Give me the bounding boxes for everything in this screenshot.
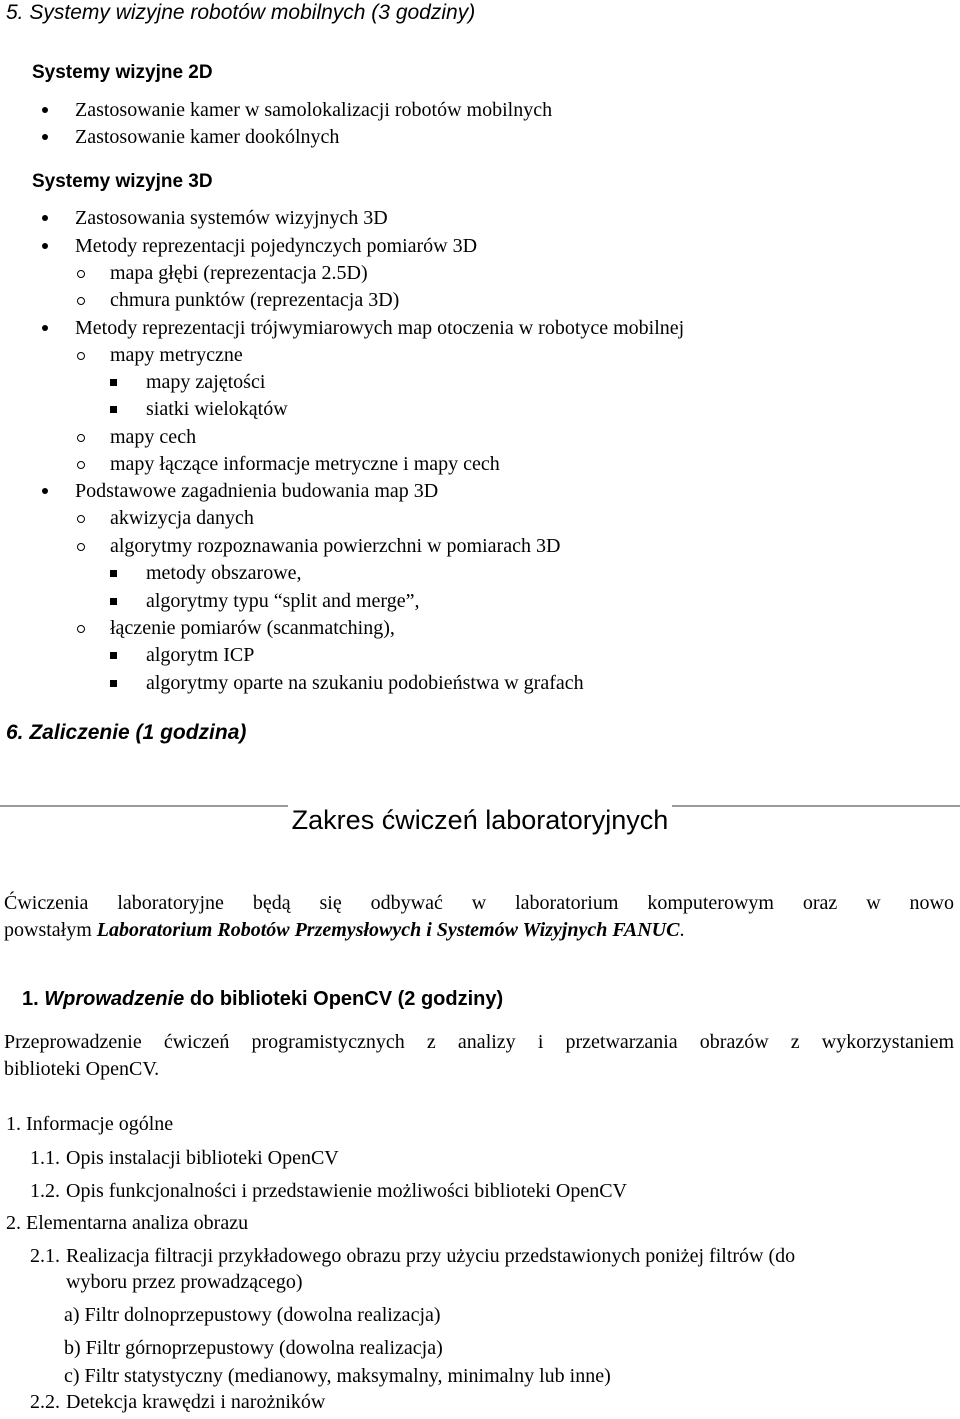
outline-number: 2.1. — [30, 1245, 60, 1267]
list-item: algorytm ICP — [146, 644, 255, 666]
bullet-circle-icon — [77, 625, 85, 633]
list-item: algorytmy oparte na szukaniu podobieństwa w grafach — [146, 672, 584, 694]
intro-line-2 — [4, 917, 954, 944]
outline-number: 1. — [6, 1113, 21, 1135]
bullet-circle-icon — [77, 461, 85, 469]
bullet-dot-icon — [42, 107, 48, 113]
list-item: łączenie pomiarów (scanmatching), — [110, 617, 395, 639]
list-item: Metody reprezentacji trójwymiarowych map otoczenia w robotyce mobilnej — [75, 317, 685, 339]
bullet-circle-icon — [77, 515, 85, 523]
bullet-square-icon — [110, 570, 117, 577]
subheading-3d: Systemy wizyjne 3D — [32, 171, 213, 192]
lab-section-1-desc-line-1: Przeprowadzenie ćwiczeń programistycznych z analizy i przetwarzania obrazów z wykorzystaniem — [4, 1031, 954, 1053]
intro-line-1: Ćwiczenia laboratoryjne będą się odbywać w laboratorium komputerowym oraz w nowo — [4, 892, 954, 914]
list-item: Podstawowe zagadnienia budowania map 3D — [75, 480, 439, 502]
outline-item: Detekcja krawędzi i narożników — [66, 1391, 326, 1413]
outline-item: Realizacja filtracji przykładowego obrazu przy użyciu przedstawionych poniżej filtrów (do — [66, 1245, 796, 1267]
list-item: siatki wielokątów — [146, 398, 288, 420]
list-item: Zastosowania systemów wizyjnych 3D — [75, 207, 388, 229]
section-5-heading: 5. Systemy wizyjne robotów mobilnych (3 godziny) — [6, 1, 476, 24]
lab-section-1-heading — [22, 987, 503, 1011]
subheading-2d: Systemy wizyjne 2D — [32, 62, 213, 83]
bullet-circle-icon — [77, 297, 85, 305]
bullet-dot-icon — [42, 243, 48, 249]
list-item: algorytmy rozpoznawania powierzchni w pomiarach 3D — [110, 535, 561, 557]
bullet-square-icon — [110, 406, 117, 413]
bullet-square-icon — [110, 379, 117, 386]
list-item: mapy cech — [110, 426, 197, 448]
outline-item: Opis funkcjonalności i przedstawienie możliwości biblioteki OpenCV — [66, 1180, 627, 1202]
outline-number: 2. — [6, 1212, 21, 1234]
outline-number: 1.1. — [30, 1147, 60, 1169]
list-item: Metody reprezentacji pojedynczych pomiarów 3D — [75, 235, 478, 257]
list-item: metody obszarowe, — [146, 562, 302, 584]
intro-suffix: . — [679, 919, 685, 941]
list-item: mapy łączące informacje metryczne i mapy cech — [110, 453, 500, 475]
list-item: Zastosowanie kamer dookólnych — [75, 126, 340, 148]
list-item: algorytmy typu “split and merge”, — [146, 590, 420, 612]
lab-heading-text: Zakres ćwiczeń laboratoryjnych — [288, 805, 673, 835]
lab-section-1-desc-line-2: biblioteki OpenCV. — [4, 1058, 160, 1080]
bullet-circle-icon — [77, 434, 85, 442]
bullet-square-icon — [110, 680, 117, 687]
lab-section-1-rest: do biblioteki OpenCV (2 godziny) — [184, 988, 504, 1010]
intro-prefix: powstałym — [4, 919, 97, 941]
outline-item: Elementarna analiza obrazu — [26, 1212, 249, 1234]
list-item: mapy zajętości — [146, 371, 266, 393]
bullet-dot-icon — [42, 134, 48, 140]
bullet-dot-icon — [42, 325, 48, 331]
list-item: mapa głębi (reprezentacja 2.5D) — [110, 262, 368, 284]
outline-subitem: b) Filtr górnoprzepustowy (dowolna realizacja) — [64, 1337, 443, 1359]
outline-subitem: c) Filtr statystyczny (medianowy, maksymalny, minimalny lub inne) — [64, 1365, 611, 1387]
lab-section-1-number: 1. — [22, 988, 39, 1010]
bullet-square-icon — [110, 652, 117, 659]
lab-name: Laboratorium Robotów Przemysłowych i Systemów Wizyjnych FANUC — [96, 919, 680, 941]
outline-item: Opis instalacji biblioteki OpenCV — [66, 1147, 339, 1169]
bullet-circle-icon — [77, 543, 85, 551]
list-item: chmura punktów (reprezentacja 3D) — [110, 289, 400, 311]
bullet-square-icon — [110, 598, 117, 605]
list-item: akwizycja danych — [110, 507, 254, 529]
outline-subitem: a) Filtr dolnoprzepustowy (dowolna realizacja) — [64, 1304, 441, 1326]
lab-section-1-italic: Wprowadzenie — [44, 988, 185, 1010]
bullet-dot-icon — [42, 215, 48, 221]
outline-number: 2.2. — [30, 1391, 60, 1413]
outline-item-continuation: wyboru przez prowadzącego) — [66, 1271, 303, 1293]
bullet-dot-icon — [42, 488, 48, 494]
bullet-circle-icon — [77, 352, 85, 360]
section-6-heading: 6. Zaliczenie (1 godzina) — [6, 721, 247, 744]
bullet-circle-icon — [77, 270, 85, 278]
list-item: mapy metryczne — [110, 344, 243, 366]
list-item: Zastosowanie kamer w samolokalizacji robotów mobilnych — [75, 99, 553, 121]
outline-number: 1.2. — [30, 1180, 60, 1202]
outline-item: Informacje ogólne — [26, 1113, 174, 1135]
lab-heading — [0, 803, 960, 837]
